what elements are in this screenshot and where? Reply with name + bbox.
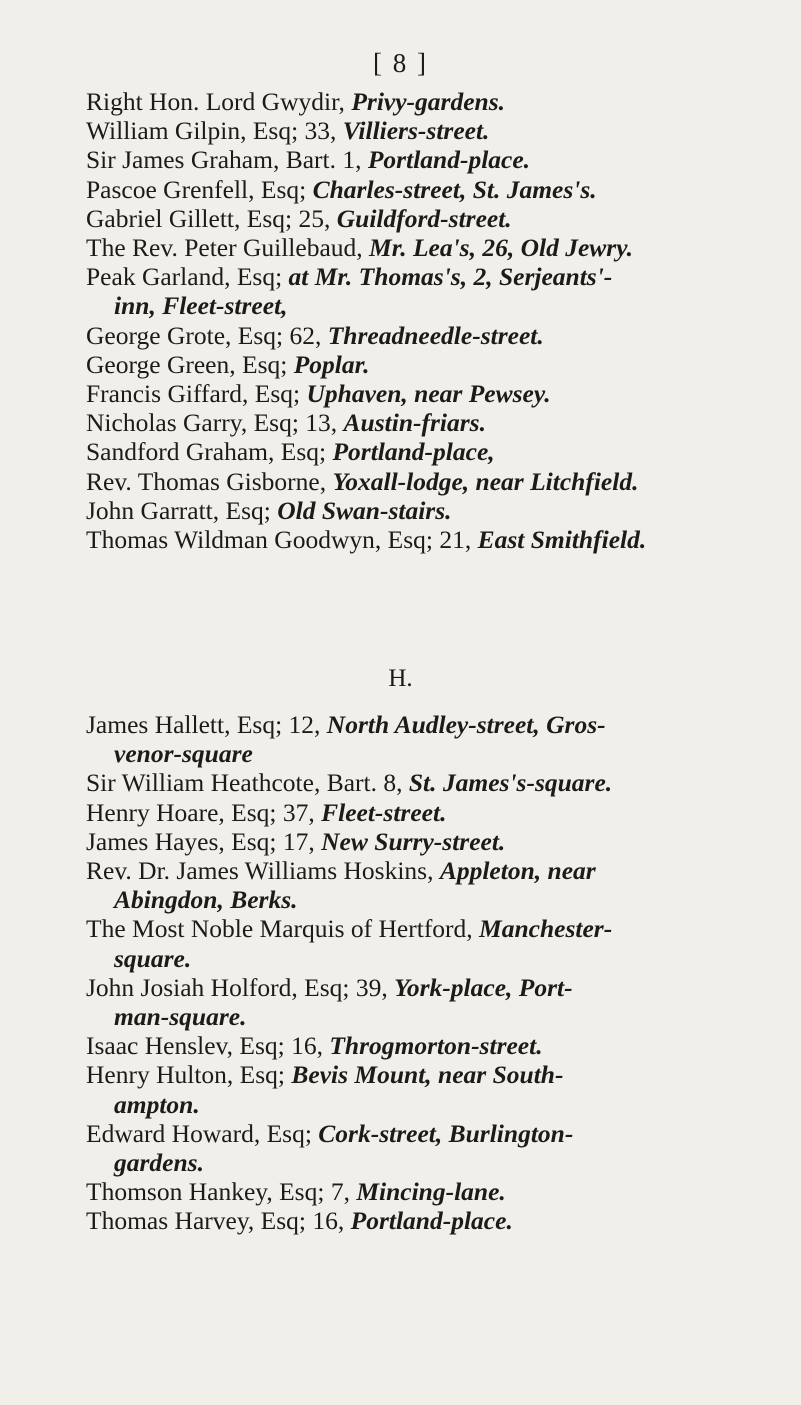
subscriber-entry [86, 1177, 776, 1206]
subscriber-address: St. James's-square. [408, 768, 613, 798]
subscriber-name: Sir William Heathcote, Bart. 8, [86, 768, 409, 798]
subscriber-address-continued: Abingdon, Berks. [114, 885, 298, 915]
subscriber-entry [86, 204, 776, 233]
subscriber-entry [86, 262, 776, 320]
subscriber-name: Henry Hulton, Esq; [86, 1060, 292, 1090]
subscriber-name: The Rev. Peter Guillebaud, [86, 233, 370, 263]
subscriber-address: Poplar. [293, 349, 370, 379]
subscriber-entry [86, 525, 776, 554]
subscriber-name: George Grote, Esq; 62, [86, 320, 328, 350]
subscriber-entry [86, 379, 776, 408]
subscriber-address: Cork-street, Burlington- [318, 1118, 574, 1148]
subscriber-name: William Gilpin, Esq; 33, [86, 116, 343, 146]
subscriber-address: Mr. Lea's, 26, Old Jewry. [369, 233, 633, 263]
subscriber-address: Charles-street, St. James's. [312, 174, 597, 204]
subscriber-entry [86, 1031, 776, 1060]
subscriber-entry [86, 437, 776, 466]
subscriber-name: George Green, Esq; [86, 349, 294, 379]
subscriber-name: The Most Noble Marquis of Hertford, [86, 914, 480, 944]
subscriber-name: Henry Hoare, Esq; 37, [86, 797, 322, 827]
subscriber-address: Austin-friars. [343, 408, 486, 438]
subscriber-name: John Garratt, Esq; [86, 495, 278, 525]
subscriber-name: Peak Garland, Esq; [86, 262, 289, 292]
subscriber-address: Appleton, near [439, 856, 596, 886]
subscriber-address-continued: venor-square [114, 739, 253, 769]
subscriber-entry [86, 973, 776, 1031]
subscriber-address: Yoxall-lodge, near Litchfield. [332, 466, 639, 496]
subscriber-address: East Smithfield. [477, 525, 647, 555]
subscriber-name: Right Hon. Lord Gwydir, [86, 87, 352, 116]
subscriber-entry [86, 856, 776, 914]
subscriber-address-continued: square. [114, 943, 192, 973]
section-heading: H. [388, 665, 413, 692]
subscriber-name: Sandford Graham, Esq; [86, 437, 333, 467]
subscriber-name: Rev. Dr. James Williams Hoskins, [86, 856, 440, 886]
subscriber-address: Bevis Mount, near South- [291, 1060, 564, 1090]
subscriber-name: Thomas Harvey, Esq; 16, [86, 1206, 351, 1236]
subscriber-address-continued: gardens. [114, 1148, 204, 1178]
subscriber-address-continued: ampton. [114, 1089, 200, 1119]
subscriber-address: Fleet-street. [321, 797, 447, 827]
subscriber-entry [86, 914, 776, 972]
subscriber-address: New Surry-street. [321, 826, 506, 856]
subscriber-entry [86, 408, 776, 437]
subscriber-name: Thomson Hankey, Esq; 7, [86, 1177, 357, 1207]
subscriber-address: Mincing-lane. [356, 1177, 506, 1207]
subscriber-name: Gabriel Gillett, Esq; 25, [86, 203, 337, 233]
subscriber-entry [86, 350, 776, 379]
subscriber-address-continued: inn, Fleet-street, [114, 291, 288, 321]
subscriber-address: Old Swan-stairs. [277, 495, 452, 525]
subscriber-name: Edward Howard, Esq; [86, 1118, 319, 1148]
subscriber-entry [86, 768, 776, 797]
subscriber-name: Francis Giffard, Esq; [86, 379, 307, 409]
subscriber-address: Throgmorton-street. [329, 1031, 543, 1061]
subscriber-list-h [86, 710, 776, 1236]
subscriber-entry [86, 798, 776, 827]
subscriber-address: Portland-place. [367, 145, 531, 175]
subscriber-entry [86, 1119, 776, 1177]
subscriber-name: Nicholas Garry, Esq; 13, [86, 408, 344, 438]
subscriber-address: Villiers-street. [342, 116, 490, 146]
subscriber-name: James Hayes, Esq; 17, [86, 826, 322, 856]
subscriber-address: Portland-place, [332, 437, 495, 467]
subscriber-address: Uphaven, near Pewsey. [306, 379, 551, 409]
subscriber-entry [86, 116, 776, 145]
subscriber-entry [86, 175, 776, 204]
subscriber-name: James Hallett, Esq; 12, [86, 710, 327, 739]
subscriber-name: Thomas Wildman Goodwyn, Esq; 21, [86, 525, 478, 555]
subscriber-list-g [86, 87, 776, 554]
subscriber-address: at Mr. Thomas's, 2, Serjeants'- [288, 262, 613, 292]
subscriber-entry [86, 827, 776, 856]
subscriber-entry [86, 710, 776, 768]
subscriber-name: John Josiah Holford, Esq; 39, [86, 972, 395, 1002]
subscriber-address: Threadneedle-street. [327, 320, 544, 350]
subscriber-entry [86, 467, 776, 496]
subscriber-entry [86, 321, 776, 350]
subscriber-entry [86, 87, 776, 116]
subscriber-address: Portland-place. [350, 1206, 513, 1236]
subscriber-name: Sir James Graham, Bart. 1, [86, 145, 368, 175]
subscriber-address: Privy-gardens. [351, 87, 505, 116]
subscriber-name: Isaac Henslev, Esq; 16, [86, 1031, 330, 1061]
subscriber-entry [86, 496, 776, 525]
page-number: [ 8 ] [373, 48, 428, 78]
subscriber-address: York-place, Port- [394, 972, 573, 1002]
subscriber-address-continued: man-square. [114, 1002, 247, 1032]
subscriber-address: Manchester- [479, 914, 613, 944]
subscriber-name: Rev. Thomas Gisborne, [86, 466, 333, 496]
subscriber-address: Guildford-street. [336, 203, 512, 233]
subscriber-entry [86, 1060, 776, 1118]
subscriber-address: North Audley-street, Gros- [326, 710, 606, 739]
subscriber-name: Pascoe Grenfell, Esq; [86, 174, 313, 204]
subscriber-entry [86, 145, 776, 174]
subscriber-entry [86, 233, 776, 262]
subscriber-entry [86, 1206, 776, 1235]
